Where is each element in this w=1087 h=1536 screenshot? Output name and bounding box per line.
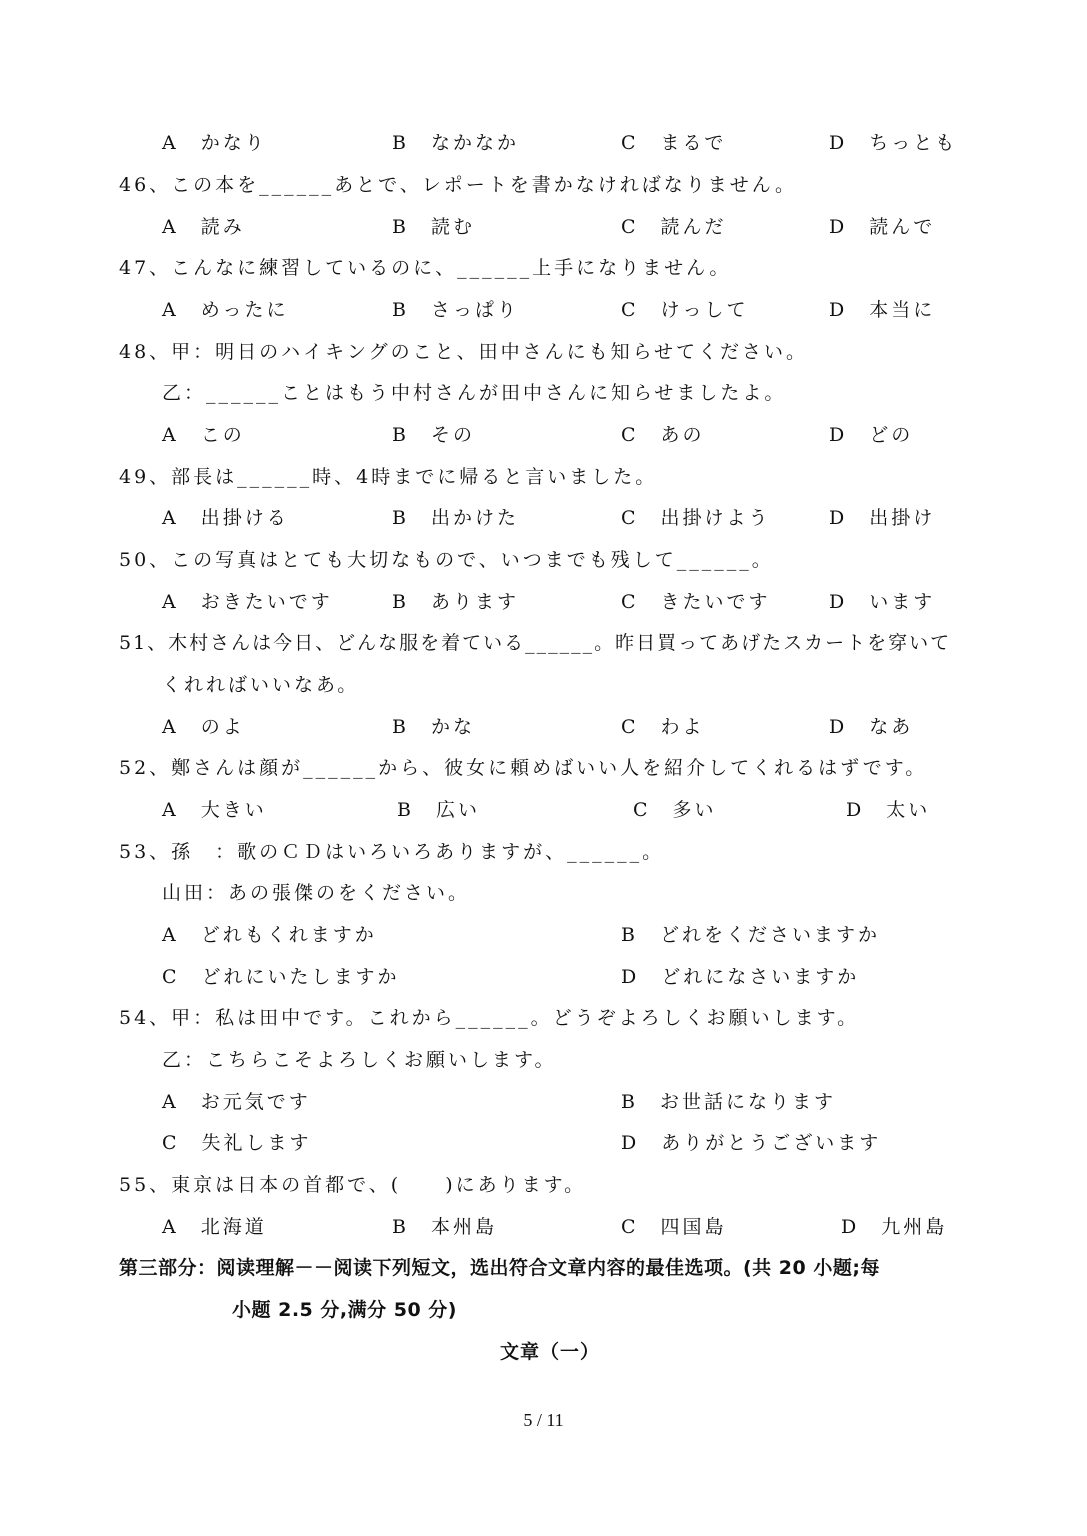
q53-option-b: B どれをくださいますか [621, 924, 880, 946]
q49-option-c: C 出掛けよう [621, 507, 771, 529]
q53-stem: 53、孫 ：歌のＣＤはいろいろありますが、______。 [119, 841, 665, 863]
q53-option-d: D どれになさいますか [621, 966, 860, 988]
q50-option-b: B あります [392, 591, 519, 613]
q50-option-c: C きたいです [621, 591, 771, 613]
q52-option-c: C 多い [633, 799, 717, 821]
q47-option-c: C けっして [621, 299, 749, 321]
q55-option-c: C 四国島 [621, 1216, 727, 1238]
q46-option-c: C 読んだ [621, 216, 727, 238]
q54-option-b: B お世話になります [621, 1091, 836, 1113]
q54-stem-line2: 乙：こちらこそよろしくお願いします。 [162, 1049, 557, 1071]
q47-stem: 47、こんなに練習しているのに、______上手になりません。 [119, 257, 732, 279]
q49-option-a: A 出掛ける [162, 507, 289, 529]
q45-option-c: C まるで [621, 132, 727, 154]
q55-stem: 55、東京は日本の首都で、( )にあります。 [119, 1174, 587, 1196]
page-number: 5 / 11 [523, 1410, 564, 1430]
q45-option-a: A かなり [162, 132, 267, 154]
q45-option-d: D ちっとも [829, 132, 958, 154]
q55-option-d: D 九州島 [841, 1216, 948, 1238]
q51-stem: 51、木村さんは今日、どんな服を着ている______。昨日買ってあげたスカートを穿いて [119, 632, 952, 654]
q52-option-a: A 大きい [162, 799, 267, 821]
q52-option-b: B 広い [397, 799, 480, 821]
q53-stem-line2: 山田：あの張傑のをください。 [162, 882, 471, 904]
q48-option-c: C あの [621, 424, 705, 446]
q50-option-a: A おきたいです [162, 591, 333, 613]
q51-option-c: C わよ [621, 716, 705, 738]
q54-option-c: C 失礼します [162, 1132, 312, 1154]
q52-option-d: D 太い [846, 799, 931, 821]
q53-option-a: A どれもくれますか [162, 924, 377, 946]
q46-option-d: D 読んで [829, 216, 936, 238]
q46-stem: 46、この本を______あとで、レポートを書かなければなりません。 [119, 174, 797, 196]
q45-option-b: B なかなか [392, 132, 519, 154]
q51-stem-line2: くれればいいなあ。 [162, 674, 360, 696]
q47-option-b: B さっぱり [392, 299, 519, 321]
q48-option-d: D どの [829, 424, 914, 446]
q53-option-c: C どれにいたしますか [162, 966, 400, 988]
q55-option-a: A 北海道 [162, 1216, 267, 1238]
q48-stem-line2: 乙：______ことはもう中村さんが田中さんに知らせましたよ。 [162, 382, 787, 404]
q49-option-d: D 出掛け [829, 507, 936, 529]
q54-option-a: A お元気です [162, 1091, 311, 1113]
q46-option-b: B 読む [392, 216, 475, 238]
q50-stem: 50、この写真はとても大切なもので、いつまでも残して______。 [119, 549, 774, 571]
section3-heading-line2: 小题 2.5 分,满分 50 分) [232, 1299, 457, 1321]
q51-option-b: B かな [392, 716, 475, 738]
article-title: 文章（一） [500, 1341, 601, 1363]
q49-stem: 49、部長は______時、4時までに帰ると言いました。 [119, 466, 658, 488]
q48-option-a: A この [162, 424, 245, 446]
q54-stem: 54、甲：私は田中です。これから______。どうぞよろしくお願いします。 [119, 1007, 860, 1029]
q50-option-d: D います [829, 591, 936, 613]
q47-option-d: D 本当に [829, 299, 936, 321]
q48-option-b: B その [392, 424, 475, 446]
q51-option-d: D なあ [829, 716, 914, 738]
q55-option-b: B 本州島 [392, 1216, 497, 1238]
q47-option-a: A めったに [162, 299, 289, 321]
q51-option-a: A のよ [162, 716, 245, 738]
q48-stem: 48、甲：明日のハイキングのこと、田中さんにも知らせてください。 [119, 341, 809, 363]
section3-heading: 第三部分：阅读理解－－阅读下列短文，选出符合文章内容的最佳选项。(共 20 小题;每 [119, 1257, 880, 1279]
q46-option-a: A 読み [162, 216, 245, 238]
q54-option-d: D ありがとうございます [621, 1132, 882, 1154]
q49-option-b: B 出かけた [392, 507, 519, 529]
q52-stem: 52、鄭さんは顔が______から、彼女に頼めばいい人を紹介してくれるはずです。 [119, 757, 928, 779]
